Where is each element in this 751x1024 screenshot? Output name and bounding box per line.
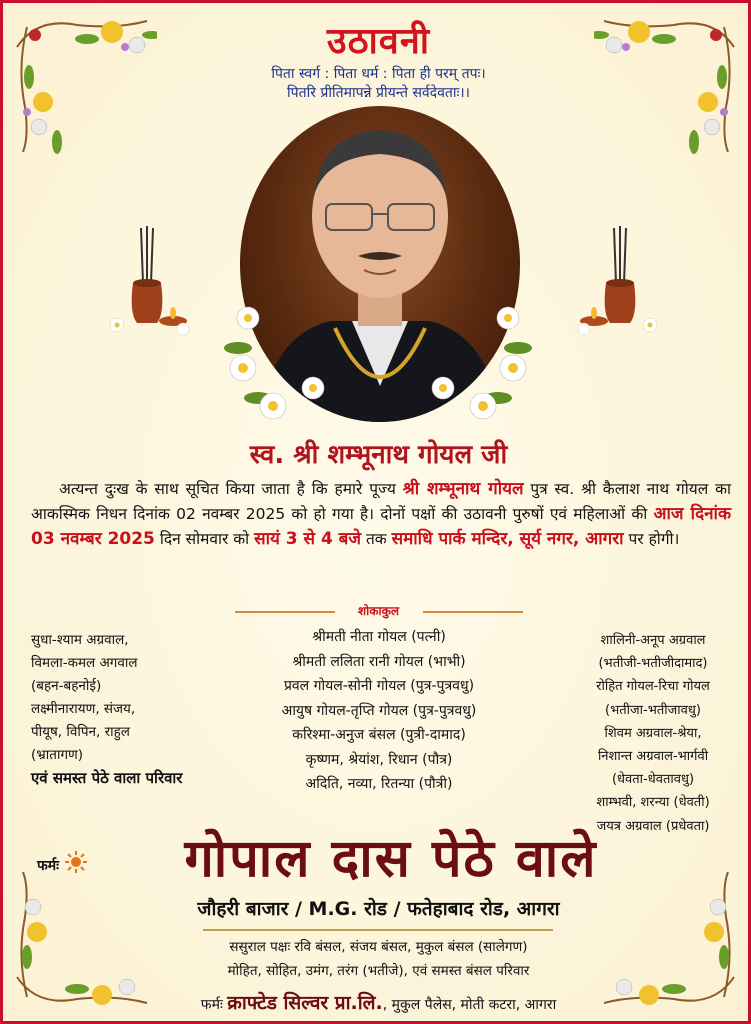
bottom-firm-prefix: फर्मः [200,997,228,1013]
announcement-date: आज दिनांक 03 नवम्बर 2025 [31,504,732,549]
list-item: कृष्णम, श्रेयांश, रिधान (पौत्र) [305,751,453,768]
list-item: शाम्भवी, शरन्या (धेवती) [596,795,710,811]
list-item: रोहित गोयल-रिचा गोयल [596,679,710,695]
firm-name: गोपाल दास पेठे वाले [184,829,598,889]
announcement-text: दिन सोमवार को [154,530,255,548]
announcement-text: पर होगी। [623,530,680,548]
page-title: उठावनी [326,21,431,62]
divider [203,929,553,931]
bottom-firm-name: क्राफ्टेड सिल्वर प्रा.लि. [227,992,383,1014]
list-item: (भतीजा-भतीजावधु) [605,702,701,718]
list-item: (धेवता-धेवतावधु) [611,772,695,788]
announcement-paragraph [31,477,731,552]
incense-lamp-icon [576,223,666,343]
announcement-time: सायं 3 से 4 बजे [254,529,362,549]
list-item: जयत्र अग्रवाल (प्रधेवता) [596,818,710,834]
list-item: (भतीजी-भतीजीदामाद) [598,656,708,672]
in-laws-section [3,935,751,983]
list-item: शालिनी-अनूप अग्रवाल [600,633,706,648]
list-item: (भ्रातागण) [31,747,84,763]
list-item: विमला-कमल अगवाल [31,655,138,671]
list-item: (बहन-बहनोई) [31,678,102,694]
list-item: शिवम अग्रवाल-श्रेया, [604,725,702,741]
in-laws-line: मोहित, सोहित, उमंग, तरंग (भतीजे), एवं समस्त बंसल परिवार [227,963,530,979]
mourners-right-column [563,629,743,838]
list-item: करिश्मा-अनुज बंसल (पुत्री-दामाद) [292,727,466,743]
list-item: प्रवल गोयल-सोनी गोयल (पुत्र-पुत्रवधु) [283,678,475,694]
incense-lamp-icon [103,223,193,343]
firm-banner [3,821,751,891]
announcement-text: अत्यन्त दुःख के साथ सूचित किया जाता है कि हमारे पूज्य [59,480,403,498]
bottom-firm-address: , मुकुल पैलेस, मोती कटरा, आगरा [382,997,557,1013]
firm-prefix: फर्मः [37,858,59,874]
announcement-text: पुत्र स्व. श्री कैलाश नाथ गोयल का आकस्मिक निधन दिनांक 02 नवम्बर 2025 को हो गया है। दोनों पक्षों की उठावनी पुरुषों एवं महिलाओं की [31,480,731,523]
list-item: श्रीमती नीता गोयल (पत्नी) [312,629,446,645]
announcement-name: श्री शम्भूनाथ गोयल [402,479,524,499]
list-item: सुधा-श्याम अग्रवाल, [31,632,129,648]
announcement-place: समाधि पार्क मन्दिर, सूर्य नगर, आगरा [391,529,624,549]
list-item: लक्ष्मीनारायण, संजय, [31,701,136,717]
mourners-left-column [31,629,251,790]
family-line: एवं समस्त पेठे वाला परिवार [31,769,183,787]
announcement-text: तक [361,530,392,548]
mourners-middle-column [239,625,519,797]
list-item: आयुष गोयल-तृप्ति गोयल (पुत्र-पुत्रवधु) [281,702,477,719]
mourners-label: शोकाकुल [358,604,399,618]
in-laws-line: ससुराल पक्षः रवि बंसल, संजय बंसल, मुकुल बंसल (सालेगण) [229,939,528,955]
flower-wreath [218,288,538,428]
shloka-verse [3,65,751,103]
firm-address: जौहरी बाजार / M.G. रोड / फतेहाबाद रोड, आगरा [197,898,560,920]
list-item: अदिति, नव्या, रितन्या (पौत्री) [305,776,453,792]
list-item: श्रीमती ललिता रानी गोयल (भाभी) [292,653,466,670]
bottom-firm-line [3,989,751,1015]
shloka-line: पिता स्वर्ग : पिता धर्म : पिता ही परम् तपः। [271,66,486,82]
sun-icon [65,851,87,873]
deceased-name: स्व. श्री शम्भूनाथ गोयल जी [249,440,508,470]
list-item: निशान्त अग्रवाल-भार्गवी [597,749,709,765]
list-item: पीयूष, विपिन, राहुल [31,724,130,740]
shloka-line: पितरि प्रीतिमापन्ने प्रीयन्ते सर्वदेवताः।। [287,85,470,101]
